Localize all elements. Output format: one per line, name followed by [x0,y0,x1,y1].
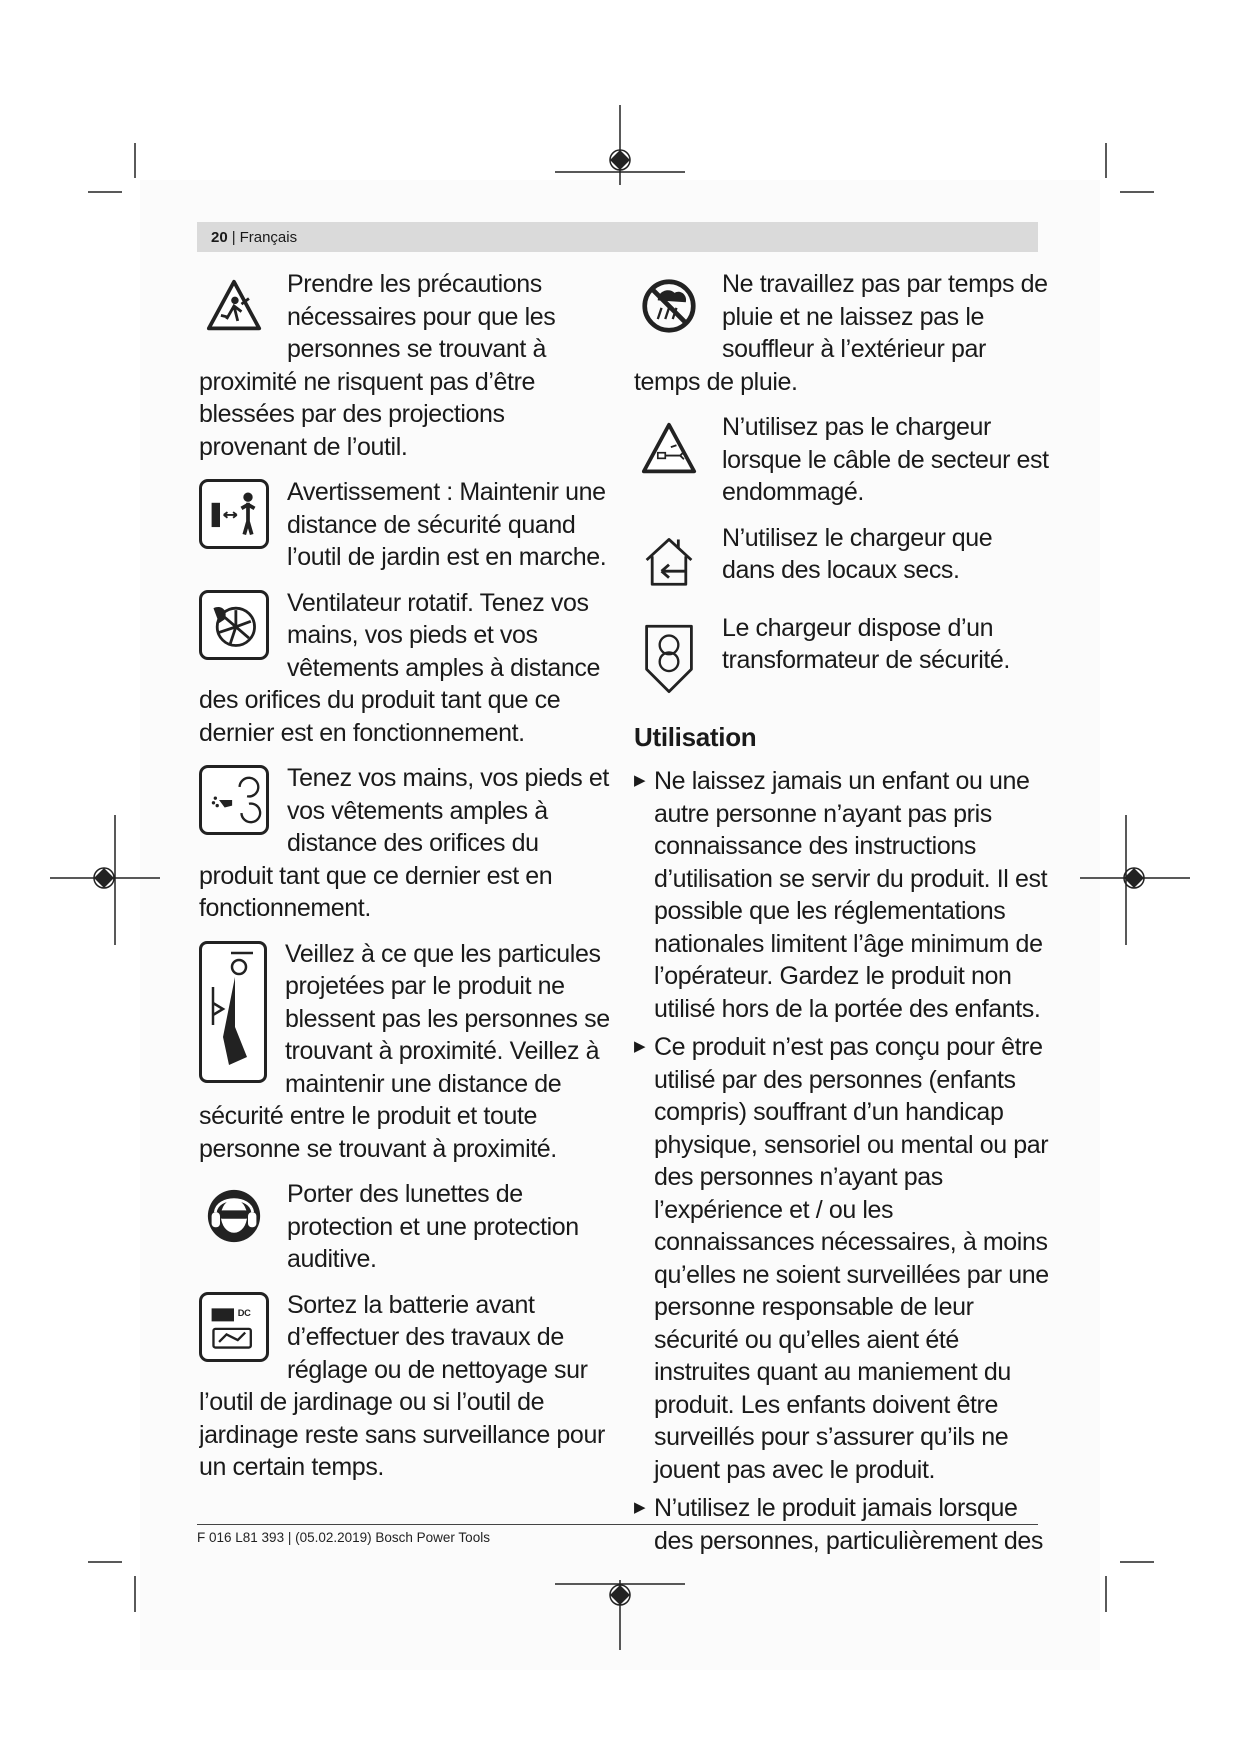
safety-item [199,476,611,574]
keep-clear-openings-icon [199,765,269,835]
svg-text:DC: DC [237,1307,251,1318]
safety-item [634,268,1049,398]
safety-text: Porter des lunettes de protection et une protection auditive. [287,1180,579,1273]
footer-divider [197,1524,1038,1525]
safety-text: Le chargeur dispose d’un transformateur de sécurité. [722,613,1010,674]
eye-ear-protection-icon [199,1181,269,1251]
safety-item [199,587,611,750]
safety-text: N’utilisez le chargeur que dans des locaux secs. [722,523,993,584]
safety-text: Veillez à ce que les particules projetées par le produit ne blessent pas les personnes se trouvant à proximité. Veillez à maintenir une distance de sécurité entre le produit et toute personne se trouvant à proximité. [199,939,610,1163]
safety-item [634,411,1049,509]
safety-transformer-icon [634,615,704,701]
safety-item [199,762,611,925]
indoor-use-icon [634,525,704,595]
safety-text: Ne travaillez pas par temps de pluie et ne laissez pas le souffleur à l’extérieur par temps de pluie. [634,270,1048,396]
left-column [199,268,611,1497]
safety-text: Avertissement : Maintenir une distance de sécurité quand l’outil de jardin est en marche. [287,478,607,571]
header-language: Français [239,228,298,246]
safety-item [634,522,1049,599]
section-title: Utilisation [634,721,757,752]
damaged-cable-warning-icon [634,414,704,484]
list-item: ▶ Ne laissez jamais un enfant ou une autre personne n’ayant pas pris connaissance des instructions d’utilisation se servir du produit. Il est possible que les réglementations nationales limitent l’âge minimum de l’opérateur. Gardez le produit non utilisé hors de la portée des enfants. [634,765,1049,1025]
safety-item [199,1289,611,1484]
page-footer: F 016 L81 393 | (05.02.2019) Bosch Power Tools [197,1530,490,1545]
safety-item [199,268,611,463]
list-item: ▶ N’utilisez le produit jamais lorsque des personnes, particulièrement des [634,1492,1049,1557]
safety-item [634,612,1049,705]
safety-text: Tenez vos mains, vos pieds et vos vêtements amples à distance des orifices du produit tant que ce dernier est en fonctionnement. [199,764,609,922]
remove-battery-icon [199,1292,269,1362]
safety-text: Prendre les précautions nécessaires pour que les personnes se trouvant à proximité ne risquent pas d’être blessées par des projections provenant de l’outil. [199,270,556,461]
safety-distance-icon [199,479,269,549]
safety-item [199,1178,611,1276]
rotating-fan-icon [199,590,269,660]
safety-text: Sortez la batterie avant d’effectuer des travaux de réglage ou de nettoyage sur l’outil de jardinage ou si l’outil de jardinage reste sans surveillance pour un certain temps. [199,1290,605,1481]
debris-warning-icon [199,271,269,341]
no-rain-icon [634,271,704,341]
safety-item [199,938,611,1166]
usage-bullet-list [634,765,1049,1557]
list-item: ▶ Ce produit n’est pas conçu pour être utilisé par des personnes (enfants compris) souffrant d’un handicap physique, sensoriel ou mental ou par des personnes n’ayant pas l’expérience et / ou les connaissances nécessaires, à moins qu’elles ne soient surveillées par une personne responsable de leur sécurité ou qu’elles aient été instruites quant au maniement du produit. Les enfants doivent être surveillés pour s’assurer qu’ils ne jouent pas avec le produit. [634,1031,1049,1486]
safety-text: N’utilisez pas le chargeur lorsque le câble de secteur est endommagé. [722,413,1049,506]
header-separator: | [231,228,236,246]
blower-particles-icon [199,941,267,1083]
page-number: 20 [211,228,228,246]
page-header [197,222,1038,252]
safety-text: Ventilateur rotatif. Tenez vos mains, vos pieds et vos vêtements amples à distance des orifices du produit tant que ce dernier est en fonctionnement. [199,588,600,747]
right-column [634,268,1049,1563]
